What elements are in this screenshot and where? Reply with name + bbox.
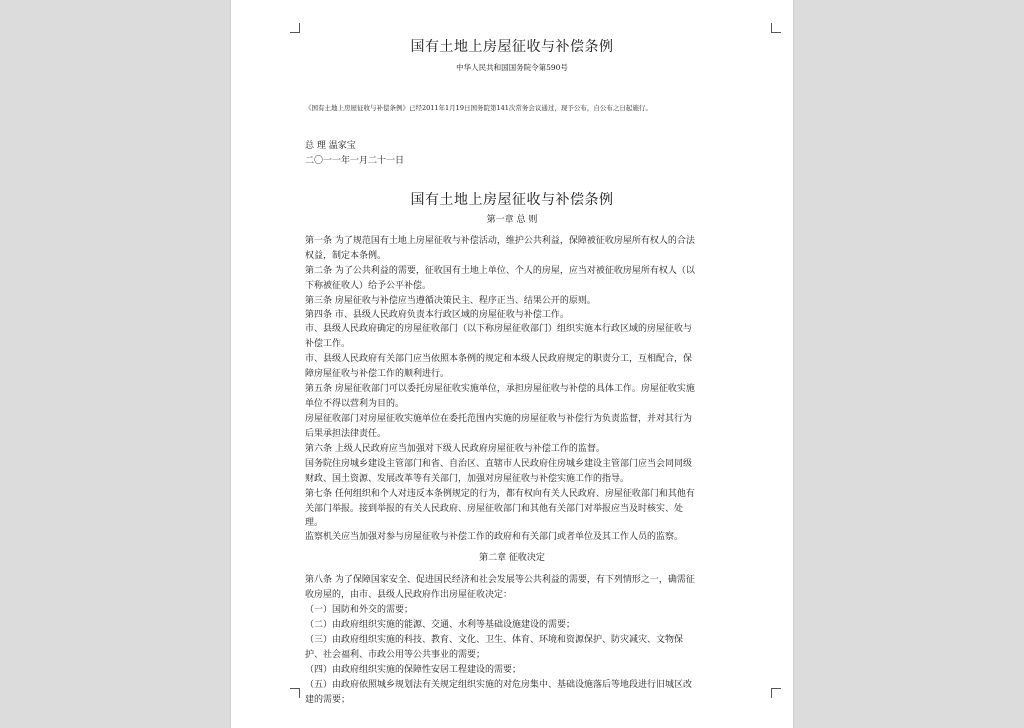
preamble-text: 《国有土地上房屋征收与补偿条例》已经2011年1月19日国务院第141次常务会议通过，现予公布，自公布之日起施行。 (305, 104, 652, 112)
paragraph-line: 理。 (305, 518, 324, 528)
chapter-2-heading: 第二章 征收决定 (479, 553, 545, 563)
paragraph-line: 下称被征收人）给予公平补偿。 (305, 281, 432, 291)
paragraph-line: 财政、国土资源、发展改革等有关部门，加强对房屋征收与补偿实施工作的指导。 (305, 474, 630, 484)
paragraph-line: 国务院住房城乡建设主管部门和省、自治区、直辖市人民政府住房城乡建设主管部门应当会同同级 (305, 459, 693, 469)
paragraph-line: 第六条 上级人民政府应当加强对下级人民政府房屋征收与补偿工作的监督。 (305, 444, 605, 454)
paragraph-line: 市、县级人民政府有关部门应当依照本条例的规定和本级人民政府规定的职责分工，互相配合，保 (305, 354, 693, 364)
paragraph-line: （五）由政府依照城乡规划法有关规定组织实施的对危房集中、基础设施落后等地段进行旧城区改 (305, 680, 693, 690)
paragraph-line: 第四条 市、县级人民政府负责本行政区域的房屋征收与补偿工作。 (305, 310, 569, 320)
document-title-main: 国有土地上房屋征收与补偿条例 (410, 192, 614, 208)
paragraph-line: 市、县级人民政府确定的房屋征收部门（以下称房屋征收部门）组织实施本行政区域的房屋征收与 (305, 324, 693, 334)
paragraph-line: 第三条 房屋征收与补偿应当遵循决策民主、程序正当、结果公开的原则。 (305, 296, 596, 306)
paragraph-line: 障房屋征收与补偿工作的顺利进行。 (305, 369, 450, 379)
paragraph-line: （三）由政府组织实施的科技、教育、文化、卫生、体育、环境和资源保护、防灾减灾、文物保 (305, 635, 684, 645)
chapter-1-heading: 第一章 总 则 (486, 215, 538, 225)
paragraph-line: 第八条 为了保障国家安全、促进国民经济和社会发展等公共利益的需要，有下列情形之一，确需征 (305, 575, 695, 585)
paragraph-line: 后果承担法律责任。 (305, 429, 387, 439)
paragraph-line: （二）由政府组织实施的能源、交通、水利等基础设施建设的需要； (305, 620, 576, 630)
paragraph-line: 补偿工作。 (305, 339, 351, 349)
document-title-top: 国有土地上房屋征收与补偿条例 (410, 39, 614, 55)
crop-mark-bottom-left (290, 688, 300, 698)
paragraph-line: （四）由政府组织实施的保障性安居工程建设的需要； (305, 665, 522, 675)
paragraph-line: 关部门举报。接到举报的有关人民政府、房屋征收部门和其他有关部门对举报应当及时核实、处 (305, 504, 684, 514)
paragraph-line: 第一条 为了规范国有土地上房屋征收与补偿活动，维护公共利益，保障被征收房屋所有权人的合法 (305, 236, 695, 246)
paragraph-line: 第七条 任何组织和个人对违反本条例规定的行为，都有权向有关人民政府、房屋征收部门和其他有 (305, 489, 695, 499)
paragraph-line: 第二条 为了公共利益的需要，征收国有土地上单位、个人的房屋，应当对被征收房屋所有权人（以 (305, 266, 695, 276)
signer-line: 总 理 温家宝 (305, 141, 356, 151)
crop-mark-top-right (771, 23, 781, 33)
paragraph-line: 单位不得以营利为目的。 (305, 399, 405, 409)
paragraph-line: 权益，制定本条例。 (305, 251, 387, 261)
crop-mark-top-left (290, 23, 300, 33)
paragraph-line: 收房屋的，由市、县级人民政府作出房屋征收决定： (305, 590, 513, 600)
paragraph-line: （一）国防和外交的需要； (305, 605, 414, 615)
paragraph-line: 建的需要； (305, 695, 351, 705)
issue-date: 二〇一一年一月二十一日 (305, 156, 405, 166)
paragraph-line: 护、社会福利、市政公用等公共事业的需要； (305, 650, 486, 660)
paragraph-line: 第五条 房屋征收部门可以委托房屋征收实施单位，承担房屋征收与补偿的具体工作。房屋征收实施 (305, 384, 695, 394)
paragraph-line: 房屋征收部门对房屋征收实施单位在委托范围内实施的房屋征收与补偿行为负责监督，并对其行为 (305, 414, 693, 424)
decree-number: 中华人民共和国国务院令第590号 (456, 63, 568, 72)
paragraph-line: 监察机关应当加强对参与房屋征收与补偿工作的政府和有关部门或者单位及其工作人员的监察。 (305, 532, 684, 542)
crop-mark-bottom-right (771, 688, 781, 698)
